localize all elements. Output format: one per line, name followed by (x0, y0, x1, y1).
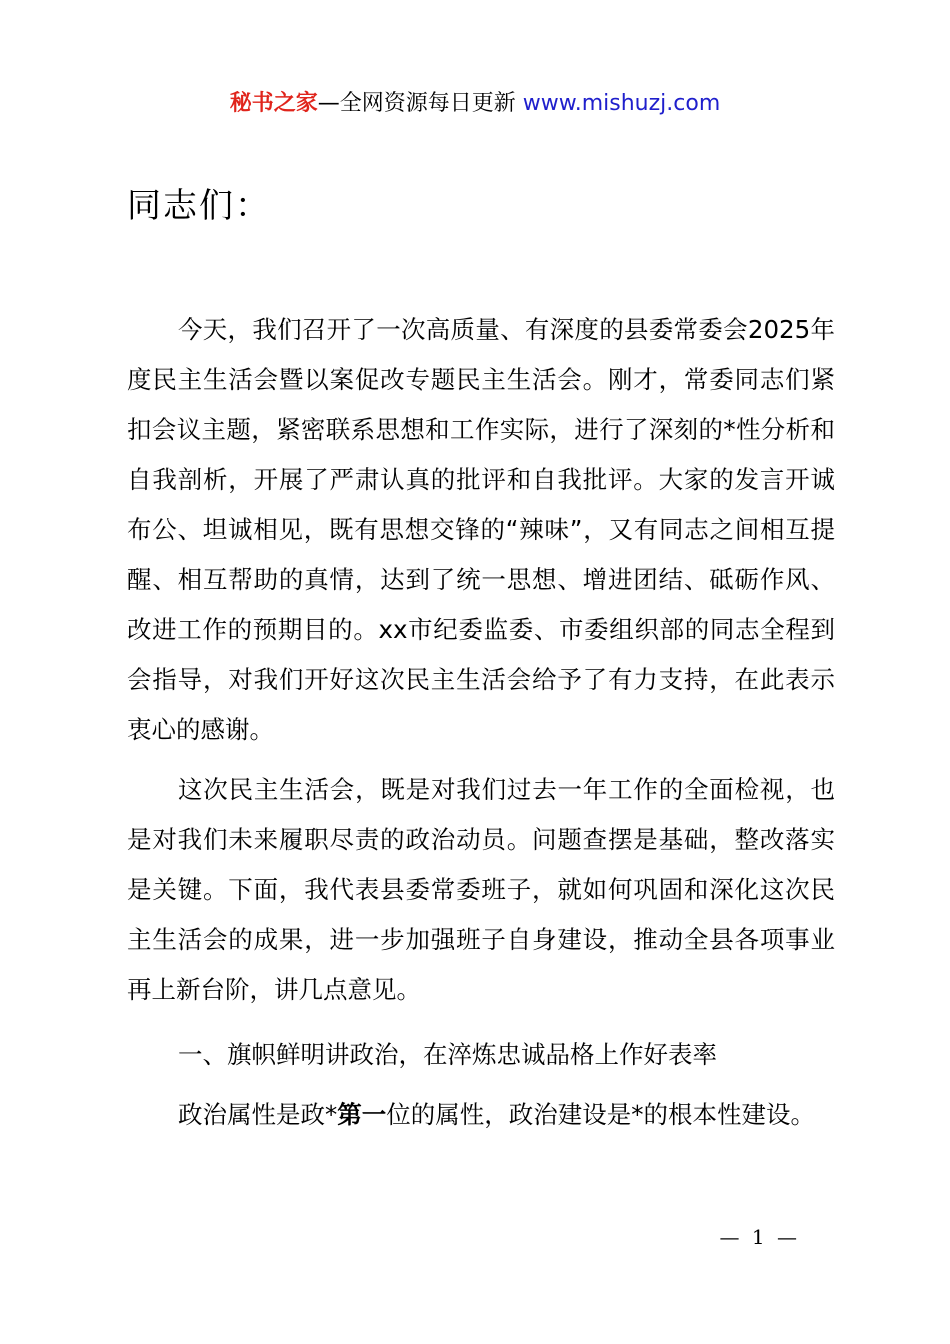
paragraph-3-part1: 政治属性是政* (178, 1100, 338, 1129)
paragraph-3-bold: 第一 (337, 1100, 387, 1129)
salutation: 同志们： (127, 186, 271, 226)
paragraph-1: 今天，我们召开了一次高质量、有深度的县委常委会2025年度民主生活会暨以案促改专题民主生活会。刚才，常委同志们紧扣会议主题，紧密联系思想和工作实际，进行了深刻的*性分析和自我剖析，开展了严肃认真的批评和自我批评。大家的发言开诚布公、坦诚相见，既有思想交锋的“辣味”，又有同志之间相互提醒、相互帮助的真情，达到了统一思想、增进团结、砥砺作风、改进工作的预期目的。xx市纪委监委、市委组织部的同志全程到会指导，对我们开好这次民主生活会给予了有力支持，在此表示衷心的感谢。 (127, 315, 835, 744)
section-heading: 一、旗帜鲜明讲政治，在淬炼忠诚品格上作好表率 (178, 1040, 717, 1069)
paragraph-2: 这次民主生活会，既是对我们过去一年工作的全面检视，也是对我们未来履职尽责的政治动员。问题查摆是基础，整改落实是关键。下面，我代表县委常委班子，就如何巩固和深化这次民主生活会的成果，进一步加强班子自身建设，推动全县各项事业再上新台阶，讲几点意见。 (127, 775, 835, 1004)
paragraph-3 (178, 1090, 815, 1140)
site-tagline: —全网资源每日更新 (317, 91, 523, 116)
site-url-link[interactable]: www.mishuzj.com (522, 91, 721, 116)
site-brand: 秘书之家 (229, 91, 318, 116)
page-number: — 1 — (719, 1225, 800, 1249)
paragraph-3-part2: 位的属性，政治建设是*的根本性建设。 (386, 1100, 815, 1129)
site-header (0, 88, 950, 120)
